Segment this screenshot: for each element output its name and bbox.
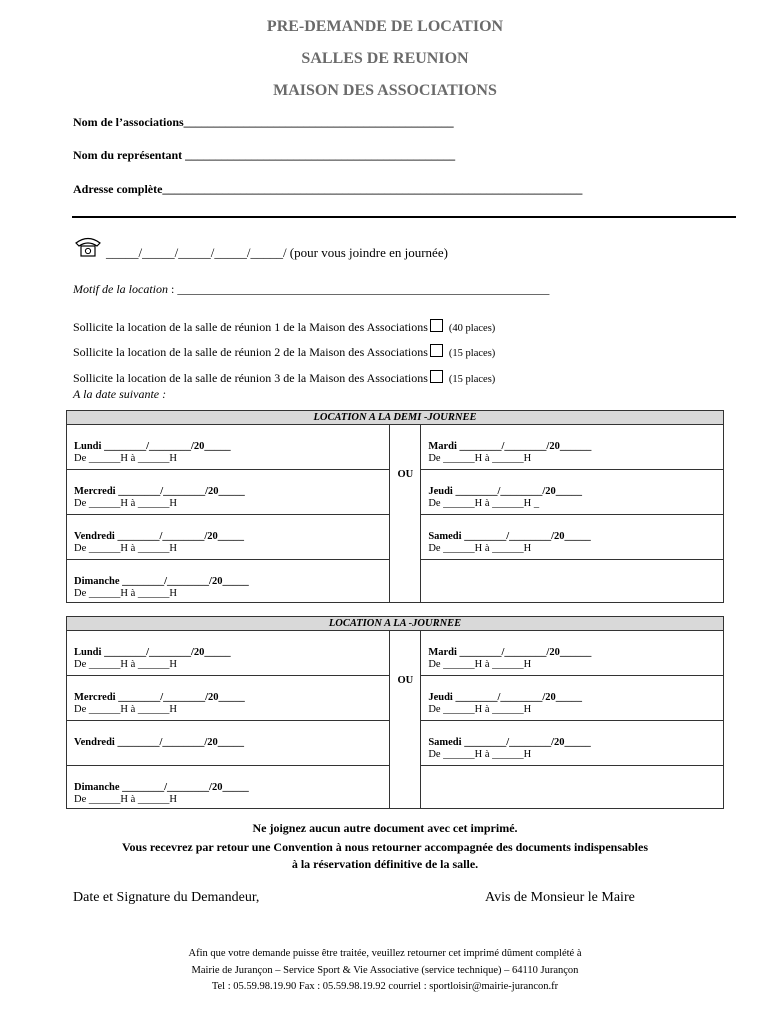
notice-line-3: à la réservation définitive de la salle. xyxy=(291,857,479,871)
association-name-field[interactable]: Nom de l’associations_____________________________________________ xyxy=(73,115,454,129)
half-day-saturday-cell[interactable]: Samedi ________/________/20_____ De ______H à ______H xyxy=(421,515,724,560)
full-day-tuesday-cell[interactable]: Mardi ________/________/20______ De ______H à ______H xyxy=(421,631,724,676)
telephone-icon xyxy=(74,236,102,263)
full-day-table xyxy=(66,616,724,809)
room-1-checkbox[interactable] xyxy=(430,319,443,332)
half-day-sunday-cell[interactable]: Dimanche ________/________/20_____ De ______H à ______H xyxy=(67,560,390,603)
representative-name-field[interactable]: Nom du représentant _____________________________________________ xyxy=(73,148,456,162)
full-day-thursday-cell[interactable]: Jeudi ________/________/20_____ De ______H à ______H xyxy=(421,676,724,721)
half-day-table xyxy=(66,410,724,603)
phone-number-field[interactable]: _____/_____/_____/_____/_____/ (pour vous joindre en journée) xyxy=(106,245,448,260)
room-2-checkbox[interactable] xyxy=(430,344,443,357)
separator-line xyxy=(72,216,736,218)
full-day-monday-cell[interactable]: Lundi ________/________/20_____ De ______H à ______H xyxy=(67,631,390,676)
mayor-opinion-label: Avis de Monsieur le Maire xyxy=(485,890,635,905)
title-line-2: SALLES DE REUNION xyxy=(301,50,469,67)
or-label: OU xyxy=(390,425,421,603)
footer-line-1: Afin que votre demande puisse être traitée, veuillez retourner cet imprimé dûment complété à xyxy=(188,948,582,959)
half-day-tuesday-cell[interactable]: Mardi ________/________/20______ De ______H à ______H xyxy=(421,425,724,470)
date-prompt: A la date suivante : xyxy=(73,387,167,401)
full-day-wednesday-cell[interactable]: Mercredi ________/________/20_____ De ______H à ______H xyxy=(67,676,390,721)
motif-field[interactable] xyxy=(73,282,549,297)
notice-line-2: Vous recevrez par retour une Convention à nous retourner accompagnée des documents indispensables xyxy=(121,840,649,854)
room-1-option: Sollicite la location de la salle de réunion 1 de la Maison des Associations (40 places) xyxy=(73,320,496,334)
motif-label: Motif de la location xyxy=(73,282,168,296)
title-line-3: MAISON DES ASSOCIATIONS xyxy=(273,82,497,99)
footer-line-2: Mairie de Jurançon – Service Sport & Vie Associative (service technique) – 64110 Jurançon xyxy=(191,965,579,976)
full-address-field[interactable]: Adresse complète______________________________________________________________________ xyxy=(73,182,583,196)
half-day-monday-cell[interactable]: Lundi ________/________/20_____ De ______H à ______H xyxy=(67,425,390,470)
or-label: OU xyxy=(390,631,421,809)
full-day-header: LOCATION A LA -JOURNEE xyxy=(67,617,724,631)
notice-line-1: Ne joignez aucun autre document avec cet imprimé. xyxy=(252,821,518,835)
full-day-empty-cell xyxy=(421,766,724,809)
room-3-checkbox[interactable] xyxy=(430,370,443,383)
footer-line-3: Tel : 05.59.98.19.90 Fax : 05.59.98.19.92 courriel : sportloisir@mairie-jurancon.fr xyxy=(211,981,559,992)
motif-input-line: : ______________________________________________________________ xyxy=(168,282,550,296)
full-day-saturday-cell[interactable]: Samedi ________/________/20_____ De ______H à ______H xyxy=(421,721,724,766)
half-day-empty-cell xyxy=(421,560,724,603)
full-day-sunday-cell[interactable]: Dimanche ________/________/20_____ De ______H à ______H xyxy=(67,766,390,809)
title-line-1: PRE-DEMANDE DE LOCATION xyxy=(266,18,504,35)
room-2-option: Sollicite la location de la salle de réunion 2 de la Maison des Associations (15 places) xyxy=(73,345,496,359)
half-day-wednesday-cell[interactable]: Mercredi ________/________/20_____ De ______H à ______H xyxy=(67,470,390,515)
half-day-thursday-cell[interactable]: Jeudi ________/________/20_____ De ______H à ______H _ xyxy=(421,470,724,515)
full-day-friday-cell[interactable]: Vendredi ________/________/20_____ xyxy=(67,721,390,766)
half-day-header: LOCATION A LA DEMI -JOURNEE xyxy=(67,411,724,425)
room-3-option: Sollicite la location de la salle de réunion 3 de la Maison des Associations (15 places) xyxy=(73,371,496,385)
applicant-signature-label: Date et Signature du Demandeur, xyxy=(73,890,260,905)
half-day-friday-cell[interactable]: Vendredi ________/________/20_____ De ______H à ______H xyxy=(67,515,390,560)
